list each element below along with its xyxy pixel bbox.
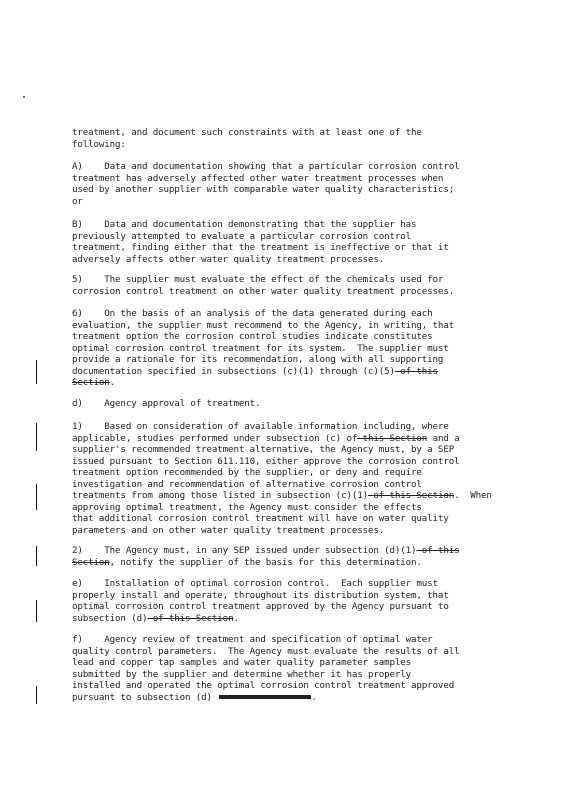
revision-bar bbox=[36, 600, 37, 622]
revision-bar bbox=[36, 484, 37, 510]
intro-paragraph: treatment, and document such constraints with at least one of the following: bbox=[72, 127, 422, 150]
paragraph-c5: 5) The supplier must evaluate the effect of the chemicals used for corrosion control treatment on other water quality treatment processes. bbox=[72, 274, 455, 297]
paragraph-e: e) Installation of optimal corrosion control. Each supplier must properly install and operate, throughout its distribution system, that optimal corrosion control treatment approved by the Agency pursuant to subsection (d) of this Section. bbox=[72, 578, 449, 624]
revision-bar bbox=[36, 423, 37, 451]
revision-bar bbox=[36, 360, 37, 384]
paragraph-d1: 1) Based on consideration of available information including, where applicable, studies performed under subsection (c) of this Section and a supplier's recommended treatment alternative, the Agency must, by a SEP issued pursuant to Section 611.110, either approve the corrosion control treatment option recommended by the supplier, or deny and require investigation and recommendation of alternative corrosion control treatments from among those listed in subsection (c)(1) of this Section. When approving optimal treatment, the Agency must consider the effects that additional corrosion control treatment will have on water quality parameters and on other water quality treatment processes. bbox=[72, 421, 498, 536]
paragraph-a: A) Data and documentation showing that a particular corrosion control treatment has adversely affected other water treatment processes when used by another supplier with comparable water quality characteristics; or bbox=[72, 161, 460, 207]
paragraph-c6: 6) On the basis of an analysis of the data generated during each evaluation, the supplier must recommend to the Agency, in writing, that treatment option the corrosion control studies indicate constitutes optimal corrosion control treatment for its system. The supplier must provide a rationale for its recommendation, along with all supporting documentation specified in subsections (c)(1) through (c)(5) of this Section. bbox=[72, 308, 455, 388]
redacted-text-mark bbox=[219, 695, 311, 699]
paragraph-f: f) Agency review of treatment and specification of optimal water quality control parameters. The Agency must evaluate the results of all lead and copper tap samples and water quality parameter samples submitted by the supplier and determine whether it has properly installed and operated the optimal corrosion control treatment approved pursuant to subsection (d) . bbox=[72, 634, 460, 703]
paragraph-b: B) Data and documentation demonstrating that the supplier has previously attempted to evaluate a particular corrosion control treatment, finding either that the treatment is ineffective or that it adversely affects other water quality treatment processes. bbox=[72, 219, 449, 265]
subsection-d-heading: d) Agency approval of treatment. bbox=[72, 398, 261, 409]
revision-bar bbox=[36, 686, 37, 704]
scan-speck bbox=[23, 96, 25, 98]
revision-bar bbox=[36, 546, 37, 566]
paragraph-d2: 2) The Agency must, in any SEP issued under subsection (d)(1) of this Section, notify the supplier of the basis for this determination. bbox=[72, 545, 460, 568]
